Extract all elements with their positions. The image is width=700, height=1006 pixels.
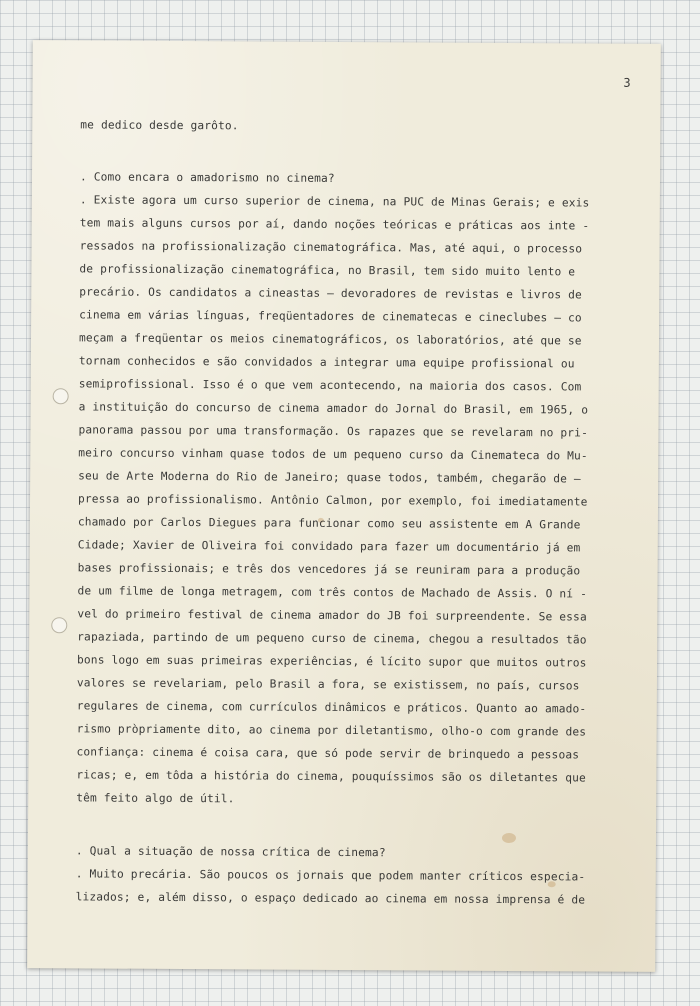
interview-question: . Como encara o amadorismo no cinema? <box>79 170 335 185</box>
typed-text-body <box>75 40 641 907</box>
text-line: de um filme de longa metragem, com três contos de Machado de Assis. O ní - <box>77 584 588 601</box>
text-line: cinema em várias línguas, freqüentadores de cinematecas e cineclubes — co <box>79 308 582 325</box>
interview-question: . Qual a situação de nossa crítica de cinema? <box>75 844 386 860</box>
punch-hole-bottom <box>51 617 67 633</box>
text-line: semiprofissional. Isso é o que vem acontecendo, na maioria dos casos. Com <box>78 377 582 394</box>
punch-hole-top <box>53 388 69 404</box>
page-number: 3 <box>623 75 631 90</box>
text-line: a instituição do concurso de cinema amador do Jornal do Brasil, em 1965, o <box>78 400 589 417</box>
text-line: de profissionalização cinematográfica, no Brasil, tem sido muito lento e <box>79 262 576 279</box>
text-line: têm feito algo de útil. <box>76 791 235 806</box>
stain-mark <box>502 833 516 843</box>
text-line: ressados na profissionalização cinematográfica. Mas, até aqui, o processo <box>79 239 583 256</box>
text-line: regulares de cinema, com currículos dinâmicos e práticos. Quanto ao amado- <box>76 699 587 716</box>
text-line: precário. Os candidatos a cineastas — devoradores de revistas e livros de <box>79 285 582 302</box>
text-line: ricas; e, em tôda a história do cinema, pouquíssimos são os diletantes que <box>76 768 586 785</box>
text-line: vel do primeiro festival de cinema amador do JB foi surpreendente. Se essa <box>77 607 587 624</box>
text-line: valores se revelariam, pelo Brasil a fora, se existissem, no país, cursos <box>76 676 580 693</box>
text-line: . Existe agora um curso superior de cinema, na PUC de Minas Gerais; e exis <box>79 193 590 210</box>
text-line: . Muito precária. São poucos os jornais que podem manter críticos especia- <box>75 867 586 884</box>
text-line: seu de Arte Moderna do Rio de Janeiro; quase todos, também, chegarão de — <box>78 469 581 486</box>
text-line: rapaziada, partindo de um pequeno curso de cinema, chegou a resultados tão <box>77 630 587 647</box>
text-line: tem mais alguns cursos por aí, dando noções teóricas e práticas aos inte - <box>79 216 590 233</box>
text-line: pressa ao profissionalismo. Antônio Calmon, por exemplo, foi imediatamente <box>77 492 588 509</box>
text-line: Cidade; Xavier de Oliveira foi convidado para fazer um documentário já em <box>77 538 581 555</box>
text-line: lizados; e, além disso, o espaço dedicado ao cinema em nossa imprensa é de <box>75 890 586 907</box>
paper-sheet <box>27 40 661 972</box>
text-line: tornam conhecidos e são convidados a integrar uma equipe profissional ou <box>78 354 575 371</box>
text-line: confiança: cinema é coisa cara, que só pode servir de brinquedo a pessoas <box>76 745 580 762</box>
text-line: bons logo em suas primeiras experiências, é lícito supor que muitos outros <box>77 653 587 670</box>
text-line: chamado por Carlos Diegues para funcionar como seu assistente em A Grande <box>77 515 581 532</box>
text-line: bases profissionais; e três dos vencedores já se reuniram para a produção <box>77 561 581 578</box>
text-line: me dedico desde garôto. <box>80 118 239 133</box>
text-line: meçam a freqüentar os meios cinematográficos, os laboratórios, até que se <box>78 331 582 348</box>
text-line: panorama passou por uma transformação. Os rapazes que se revelaram no pri- <box>78 423 589 440</box>
text-line: meiro concurso vinham quase todos de um pequeno curso da Cinemateca do Mu- <box>78 446 588 463</box>
text-line: rismo pròpriamente dito, ao cinema por diletantismo, olho-o com grande des <box>76 722 587 739</box>
